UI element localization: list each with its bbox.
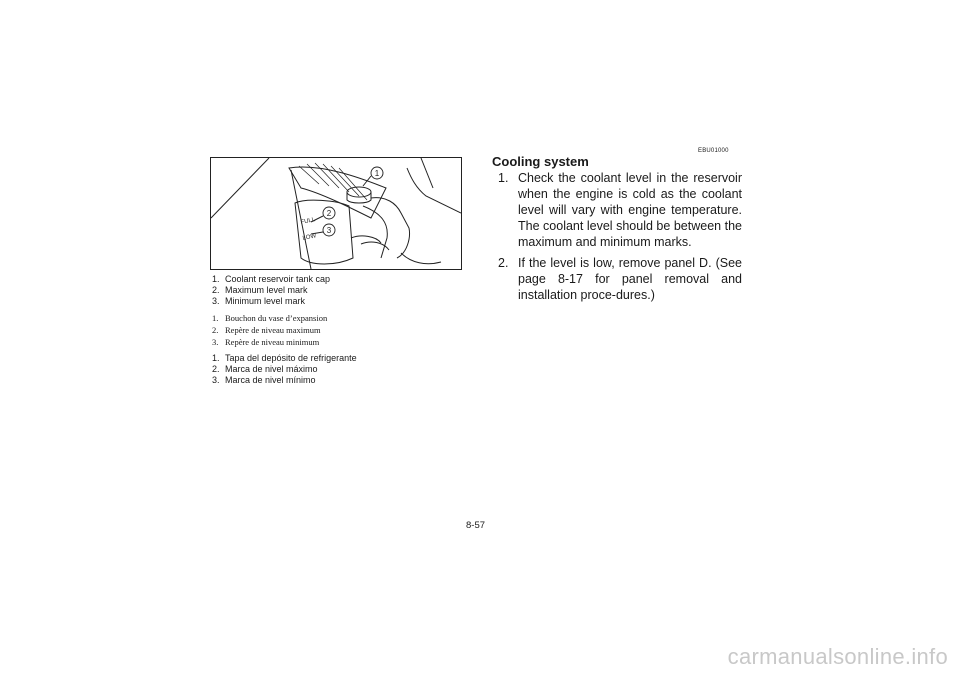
caption-item: 1. Bouchon du vase d’expansion: [212, 313, 328, 323]
caption-item: 2. Marca de nivel máximo: [212, 364, 318, 374]
step-item: 1. Check the coolant level in the reservoir when the engine is cold as the coolant level will vary with engine temperature. The coolant level should be between the maximum and minimum marks.: [498, 171, 742, 249]
caption-item: 2. Repère de niveau maximum: [212, 325, 321, 335]
step-item: 2. If the level is low, remove panel D. (See page 8-17 for panel removal and installation proce-dures.): [498, 256, 742, 302]
page-number: 8-57: [466, 520, 486, 531]
caption-item: 1. Coolant reservoir tank cap: [212, 274, 331, 284]
caption-item: 3. Marca de nivel mínimo: [212, 375, 316, 385]
caption-list-french: [212, 312, 472, 348]
watermark: carmanualsonline.info: [727, 644, 948, 669]
caption-item: 1. Tapa del depósito de refrigerante: [212, 353, 357, 363]
caption-item: 2. Maximum level mark: [212, 285, 308, 295]
caption-list-spanish: [212, 353, 472, 386]
section-code: EBU01000: [698, 148, 729, 154]
figure-captions: [212, 274, 472, 386]
procedure-steps: [498, 170, 742, 308]
caption-item: 3. Minimum level mark: [212, 296, 306, 306]
caption-list-english: [212, 274, 472, 307]
callout-1: 1: [374, 169, 380, 178]
callout-3: 3: [326, 226, 332, 235]
callout-2: 2: [326, 209, 332, 218]
caption-item: 3. Repère de niveau minimum: [212, 337, 320, 347]
section-heading: Cooling system: [492, 154, 589, 169]
coolant-reservoir-illustration: [210, 157, 462, 270]
reservoir-drawing: [211, 158, 461, 269]
low-mark-label: LOW: [302, 233, 317, 242]
full-mark-label: FULL: [300, 217, 316, 226]
